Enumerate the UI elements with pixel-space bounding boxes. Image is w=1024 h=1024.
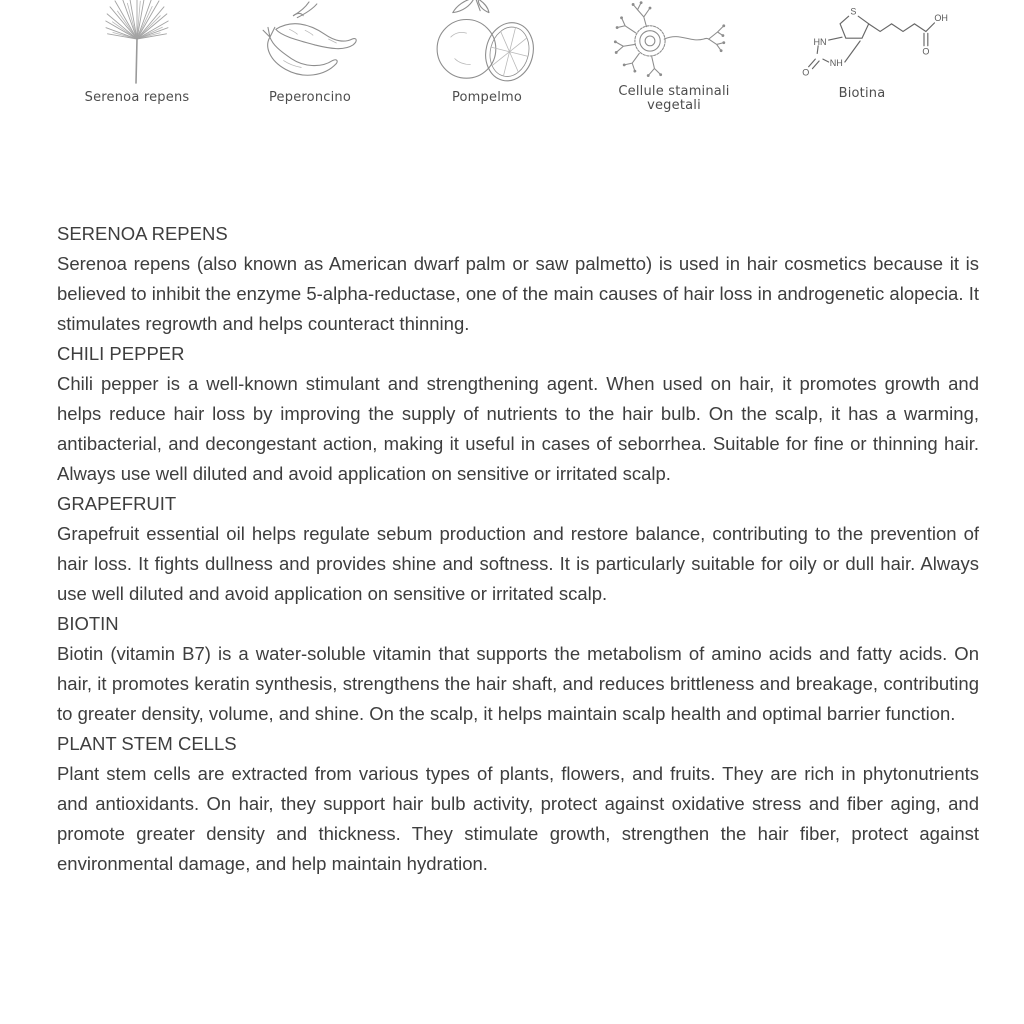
palm-leaf-icon xyxy=(82,0,192,86)
figure-caption: Biotina xyxy=(838,86,886,101)
biotin-atom-o-acid: O xyxy=(921,46,929,57)
plant-stem-cell-icon xyxy=(599,0,749,80)
section-heading: BIOTIN xyxy=(57,613,119,634)
biotin-atom-s: S xyxy=(849,6,856,17)
figure-peperoncino xyxy=(230,0,390,105)
figure-caption: Pompelmo xyxy=(451,90,523,105)
biotin-molecule-icon xyxy=(765,0,960,82)
biotin-atom-nh: NH xyxy=(829,57,843,68)
biotin-atom-o-ring: O xyxy=(801,67,809,78)
section-plant-stem-cells xyxy=(57,729,979,879)
biotin-atom-oh: OH xyxy=(933,12,948,23)
biotin-atom-hn: HN xyxy=(813,36,827,47)
figure-biotina xyxy=(772,0,952,101)
section-paragraph: Plant stem cells are extracted from various types of plants, flowers, and fruits. They are rich in phytonutrients and antioxidants. On hair, they support hair bulb activity, protect against oxidative stress and fiber aging, and promote greater density and thickness. They stimulate growth, strengthen the hair fiber, protect against environmental damage, and help maintain hydration. xyxy=(57,763,979,874)
section-heading: SERENOA REPENS xyxy=(57,223,228,244)
figure-pompelmo xyxy=(407,0,567,105)
section-paragraph: Chili pepper is a well-known stimulant and strengthening agent. When used on hair, it promotes growth and helps reduce hair loss by improving the supply of nutrients to the hair bulb. On the scalp, it has a warming, antibacterial, and decongestant action, making it useful in cases of seborrhea. Suitable for fine or thinning hair. Always use well diluted and avoid application on sensitive or irritated scalp. xyxy=(57,373,979,484)
section-heading: CHILI PEPPER xyxy=(57,343,185,364)
figure-cellule-staminali xyxy=(584,0,764,113)
figure-caption: Serenoa repens xyxy=(84,90,190,105)
chili-peppers-icon xyxy=(245,0,375,86)
section-biotin xyxy=(57,609,979,729)
section-heading: GRAPEFRUIT xyxy=(57,493,177,514)
figure-serenoa-repens xyxy=(57,0,217,105)
ingredients-text-block xyxy=(57,219,979,879)
section-grapefruit xyxy=(57,489,979,609)
section-heading: PLANT STEM CELLS xyxy=(57,733,237,754)
grapefruit-icon xyxy=(422,0,552,86)
section-paragraph: Serenoa repens (also known as American dwarf palm or saw palmetto) is used in hair cosmetics because it is believed to inhibit the enzyme 5-alpha-reductase, one of the main causes of hair loss in androgenetic alopecia. It stimulates regrowth and helps counteract thinning. xyxy=(57,253,979,334)
section-chili-pepper xyxy=(57,339,979,489)
section-serenoa-repens xyxy=(57,219,979,339)
figure-caption: Peperoncino xyxy=(268,90,352,105)
section-paragraph: Biotin (vitamin B7) is a water-soluble vitamin that supports the metabolism of amino acids and fatty acids. On hair, it promotes keratin synthesis, strengthens the hair shaft, and reduces brittleness and breakage, contributing to greater density, volume, and shine. On the scalp, it helps maintain scalp health and optimal barrier function. xyxy=(57,643,979,724)
section-paragraph: Grapefruit essential oil helps regulate sebum production and restore balance, contributing to the prevention of hair loss. It fights dullness and provides shine and softness. It is particularly suitable for oily or dull hair. Always use well diluted and avoid application on sensitive or irritated scalp. xyxy=(57,523,979,604)
figure-caption: Cellule staminali vegetali xyxy=(618,84,730,113)
